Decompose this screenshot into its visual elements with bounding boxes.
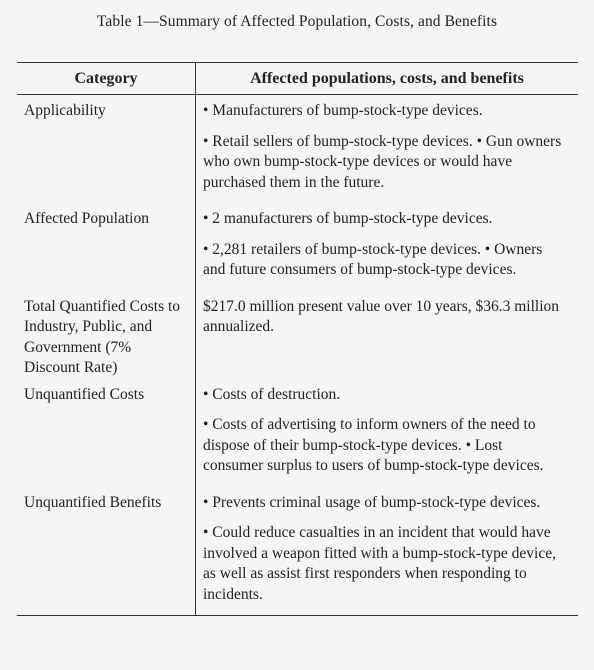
row-item: • Costs of destruction. xyxy=(203,385,341,403)
row-category: Affected Population xyxy=(17,203,196,291)
row-details xyxy=(196,487,578,616)
row-item: • 2 manufacturers of bump-stock-type devices. xyxy=(203,210,493,227)
row-item: • Prevents criminal usage of bump-stock-type devices. xyxy=(203,493,541,511)
header-details: Affected populations, costs, and benefits xyxy=(250,70,524,87)
row-category: Unquantified Costs xyxy=(17,379,196,487)
summary-table xyxy=(17,62,578,616)
table-row-applicability xyxy=(17,95,578,203)
header-category: Category xyxy=(17,63,196,94)
row-item: • Retail sellers of bump-stock-type devices. • Gun owners who own bump-stock-type devices or would have purchased them in the future. xyxy=(203,132,562,191)
table-row-unquantified-benefits xyxy=(17,487,578,616)
row-item: • Could reduce casualties in an incident that would have involved a weapon fitted with a bump-stock-type device, as well as assist first responders when responding to incidents. xyxy=(203,524,556,603)
row-details xyxy=(196,291,578,379)
row-details xyxy=(196,379,578,487)
row-item: • Costs of advertising to inform owners of the need to dispose of their bump-stock-type devices. • Lost consumer surplus to users of bump-stock-type devices. xyxy=(203,416,544,474)
row-details xyxy=(196,95,578,203)
table-row-affected-population xyxy=(17,203,578,291)
row-item: • Manufacturers of bump-stock-type devices. xyxy=(203,102,483,119)
row-category: Applicability xyxy=(17,95,196,203)
row-item: • 2,281 retailers of bump-stock-type devices. • Owners and future consumers of bump-stock-type devices. xyxy=(203,240,543,278)
row-category: Total Quantified Costs to Industry, Public, and Government (7% Discount Rate) xyxy=(17,291,196,379)
table-header-row xyxy=(17,63,578,95)
table-row-quantified-costs xyxy=(17,291,578,379)
table-caption: Table 1—Summary of Affected Population, Costs, and Benefits xyxy=(96,13,498,30)
table-row-unquantified-costs xyxy=(17,379,578,487)
row-category: Unquantified Benefits xyxy=(17,487,196,616)
row-item: $217.0 million present value over 10 years, $36.3 million annualized. xyxy=(203,297,560,335)
row-details xyxy=(196,203,578,291)
